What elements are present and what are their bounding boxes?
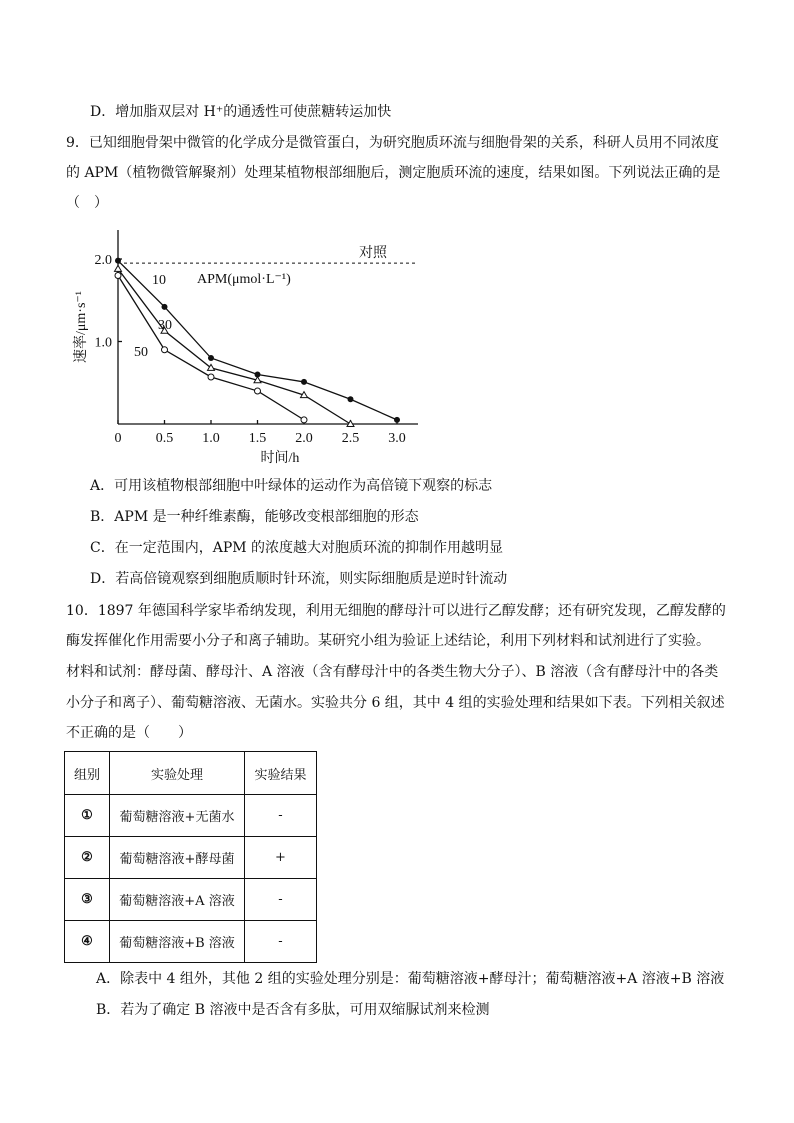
series-label-30: 30 xyxy=(158,318,172,333)
q10-stem-line3: 材料和试剂：酵母菌、酵母汁、A 溶液（含有酵母汁中的各类生物大分子）、B 溶液（含有酵母汁中的各类 xyxy=(66,664,719,680)
data-point-50 xyxy=(162,347,168,353)
apm-speed-chart xyxy=(66,222,426,474)
treatment-cell: 葡萄糖溶液+B 溶液 xyxy=(110,921,245,963)
table-row xyxy=(65,921,317,963)
q9-stem-line2: 的 APM（植物微管解聚剂）处理某植物根部细胞后，测定胞质环流的速度，结果如图。下列说法正确的是 xyxy=(66,165,721,181)
data-point-50 xyxy=(208,374,214,380)
experiment-table xyxy=(64,751,317,963)
data-point-30 xyxy=(115,265,122,271)
x-tick-label: 2.0 xyxy=(295,431,313,446)
treatment-cell: 葡萄糖溶液+无菌水 xyxy=(110,795,245,837)
chart-svg xyxy=(66,222,426,474)
x-tick-label: 0.5 xyxy=(155,431,174,446)
header-treatment: 实验处理 xyxy=(110,752,245,795)
q10-stem-line1: 10．1897 年德国科学家毕希纳发现，利用无细胞的酵母汁可以进行乙醇发酵；还有研究发现，乙醇发酵的 xyxy=(66,603,726,619)
x-tick-label: 1.5 xyxy=(248,431,267,446)
q9-stem-line1: 9．已知细胞骨架中微管的化学成分是微管蛋白，为研究胞质环流与细胞骨架的关系，科研人员用不同浓度 xyxy=(66,135,719,151)
data-point-10 xyxy=(348,396,354,402)
q9-option-c: C．在一定范围内，APM 的浓度越大对胞质环流的抑制作用越明显 xyxy=(90,540,504,556)
result-cell: + xyxy=(245,837,317,879)
x-tick-label: 2.5 xyxy=(341,431,360,446)
data-point-50 xyxy=(115,273,121,279)
y-tick-label: 1.0 xyxy=(94,335,112,351)
table-row xyxy=(65,837,317,879)
series-line-30 xyxy=(118,269,351,424)
data-point-10 xyxy=(394,417,400,423)
series-label-50: 50 xyxy=(134,345,148,360)
q10-stem-line5: 不正确的是（ ） xyxy=(66,725,192,741)
data-point-50 xyxy=(255,388,261,394)
group-cell: ③ xyxy=(65,879,110,921)
y-tick-label: 2.0 xyxy=(94,253,112,268)
control-label: 对照 xyxy=(359,246,387,262)
data-point-10 xyxy=(162,304,168,310)
data-point-10 xyxy=(115,258,121,264)
q9-option-a: A．可用该植物根部细胞中叶绿体的运动作为高倍镜下观察的标志 xyxy=(90,478,493,494)
group-cell: ① xyxy=(65,795,110,837)
q9-option-d: D．若高倍镜观察到细胞质顺时针环流，则实际细胞质是逆时针流动 xyxy=(90,571,508,587)
x-tick-label: 3.0 xyxy=(388,431,406,446)
series-label-10: 10 xyxy=(152,273,166,288)
table-row xyxy=(65,879,317,921)
header-result: 实验结果 xyxy=(245,752,317,795)
treatment-cell: 葡萄糖溶液+酵母菌 xyxy=(110,837,245,879)
treatment-cell: 葡萄糖溶液+A 溶液 xyxy=(110,879,245,921)
table-header-row xyxy=(65,752,317,795)
data-point-10 xyxy=(301,379,307,385)
x-axis-title: 时间/h xyxy=(260,451,300,466)
group-cell: ② xyxy=(65,837,110,879)
q9-stem-line3: （ ） xyxy=(66,195,108,211)
legend-title: APM(μmol·L⁻¹) xyxy=(197,272,291,287)
header-group: 组别 xyxy=(65,752,110,795)
group-cell: ④ xyxy=(65,921,110,963)
q9-option-b: B．APM 是一种纤维素酶，能够改变根部细胞的形态 xyxy=(90,509,419,525)
result-cell: - xyxy=(245,795,317,837)
q10-stem-line2: 酶发挥催化作用需要小分子和离子辅助。某研究小组为验证上述结论，利用下列材料和试剂进行了实验。 xyxy=(66,633,710,649)
q10-option-b: B．若为了确定 B 溶液中是否含有多肽，可用双缩脲试剂来检测 xyxy=(96,1002,490,1018)
result-cell: - xyxy=(245,879,317,921)
data-point-50 xyxy=(301,417,307,423)
table-row xyxy=(65,795,317,837)
q10-stem-line4: 小分子和离子）、葡萄糖溶液、无菌水。实验共分 6 组，其中 4 组的实验处理和结果如下表。下列相关叙述 xyxy=(66,695,725,711)
x-tick-label: 0 xyxy=(114,431,122,446)
result-cell: - xyxy=(245,921,317,963)
y-axis-title: 速率/μm·s⁻¹ xyxy=(74,291,89,363)
data-point-10 xyxy=(208,355,214,361)
q8-option-d: D．增加脂双层对 H⁺的通透性可使蔗糖转运加快 xyxy=(90,104,392,120)
x-tick-label: 1.0 xyxy=(202,431,220,446)
q10-option-a: A．除表中 4 组外，其他 2 组的实验处理分别是：葡萄糖溶液+酵母汁；葡萄糖溶液+A 溶液+B 溶液 xyxy=(96,971,725,987)
